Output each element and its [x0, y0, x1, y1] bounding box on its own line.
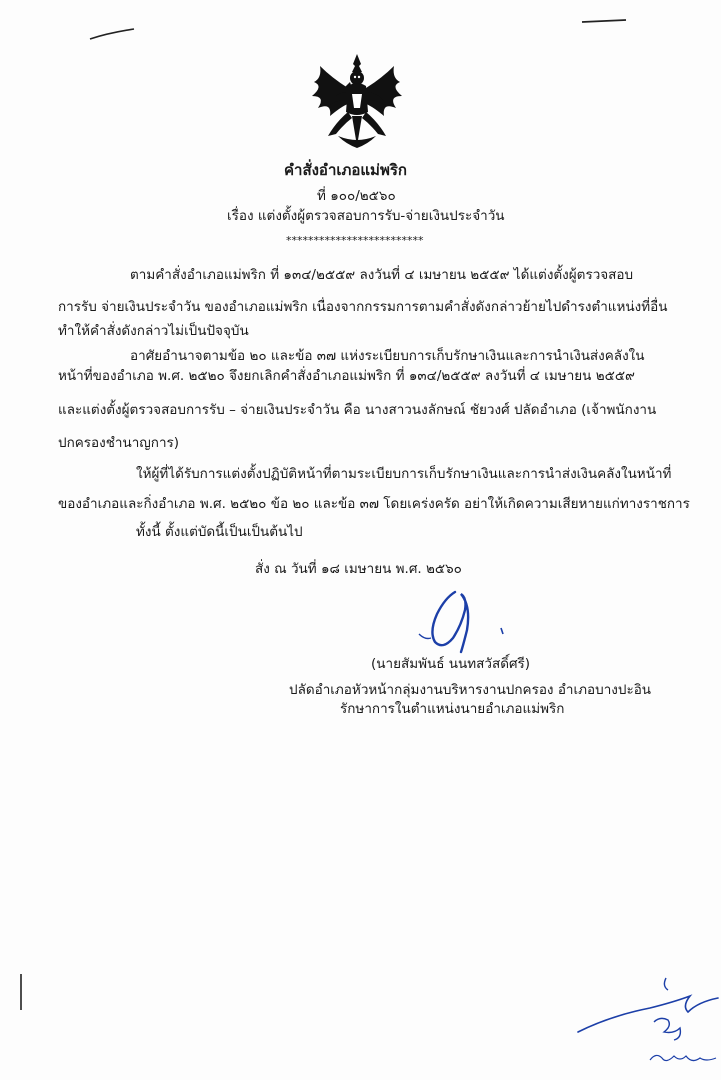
paragraph-1-line-2: การรับ จ่ายเงินประจำวัน ของอำเภอแม่พริก เนื่องจากกรรมการตามคำสั่งดังกล่าวย้ายไปดำรงตำแหน่งที่อื่น — [58, 299, 668, 315]
subject-divider: ************************* — [286, 234, 424, 247]
pen-mark-top-right — [580, 14, 630, 28]
pen-mark-top-left — [88, 24, 138, 44]
paragraph-2-line-4: ปกครองชำนาญการ) — [58, 435, 180, 451]
paragraph-1-line-3: ทำให้คำสั่งดังกล่าวไม่เป็นปัจจุบัน — [58, 323, 249, 339]
signer-name: (นายสัมพันธ์ นนทสวัสดิ์ศรี) — [371, 656, 531, 672]
paragraph-2-line-1: อาศัยอำนาจตามข้อ ๒๐ และข้อ ๓๗ แห่งระเบียบการเก็บรักษาเงินและการนำเงินส่งคลังใน — [130, 348, 645, 364]
issue-date: สั่ง ณ วันที่ ๑๘ เมษายน พ.ศ. ๒๕๖๐ — [255, 561, 462, 577]
garuda-emblem — [302, 52, 412, 150]
handwritten-signature — [405, 580, 525, 660]
margin-mark — [16, 972, 26, 1012]
handwritten-initials — [570, 976, 721, 1080]
order-title: คำสั่งอำเภอแม่พริก — [284, 161, 407, 179]
paragraph-3-line-2: ของอำเภอและกิ่งอำเภอ พ.ศ. ๒๕๒๐ ข้อ ๒๐ และข้อ ๓๗ โดยเคร่งครัด อย่าให้เกิดความเสียหายแก่ทางราชการ — [58, 496, 690, 512]
order-subject: เรื่อง แต่งตั้งผู้ตรวจสอบการรับ-จ่ายเงินประจำวัน — [227, 208, 505, 224]
paragraph-1-line-1: ตามคำสั่งอำเภอแม่พริก ที่ ๑๓๔/๒๕๕๙ ลงวันที่ ๔ เมษายน ๒๕๕๙ ได้แต่งตั้งผู้ตรวจสอบ — [130, 267, 634, 283]
signer-position-2: รักษาการในตำแหน่งนายอำเภอแม่พริก — [340, 701, 565, 717]
signer-position-1: ปลัดอำเภอหัวหน้ากลุ่มงานบริหารงานปกครอง อำเภอบางปะอิน — [289, 682, 652, 698]
order-number: ที่ ๑๐๐/๒๕๖๐ — [317, 188, 396, 204]
paragraph-2-line-3: และแต่งตั้งผู้ตรวจสอบการรับ – จ่ายเงินประจำวัน คือ นางสาวนงลักษณ์ ชัยวงศ์ ปลัดอำเภอ (เจ้าพนักงาน — [58, 402, 657, 418]
paragraph-4: ทั้งนี้ ตั้งแต่บัดนี้เป็นเป็นต้นไป — [136, 524, 303, 540]
paragraph-3-line-1: ให้ผู้ที่ได้รับการแต่งตั้งปฏิบัติหน้าที่ตามระเบียบการเก็บรักษาเงินและการนำส่งเงินคลังในหน้าที่ — [136, 466, 672, 482]
paragraph-2-line-2: หน้าที่ของอำเภอ พ.ศ. ๒๕๒๐ จึงยกเลิกคำสั่งอำเภอแม่พริก ที่ ๑๓๔/๒๕๕๙ ลงวันที่ ๔ เมษายน ๒๕๕๙ — [58, 368, 635, 384]
